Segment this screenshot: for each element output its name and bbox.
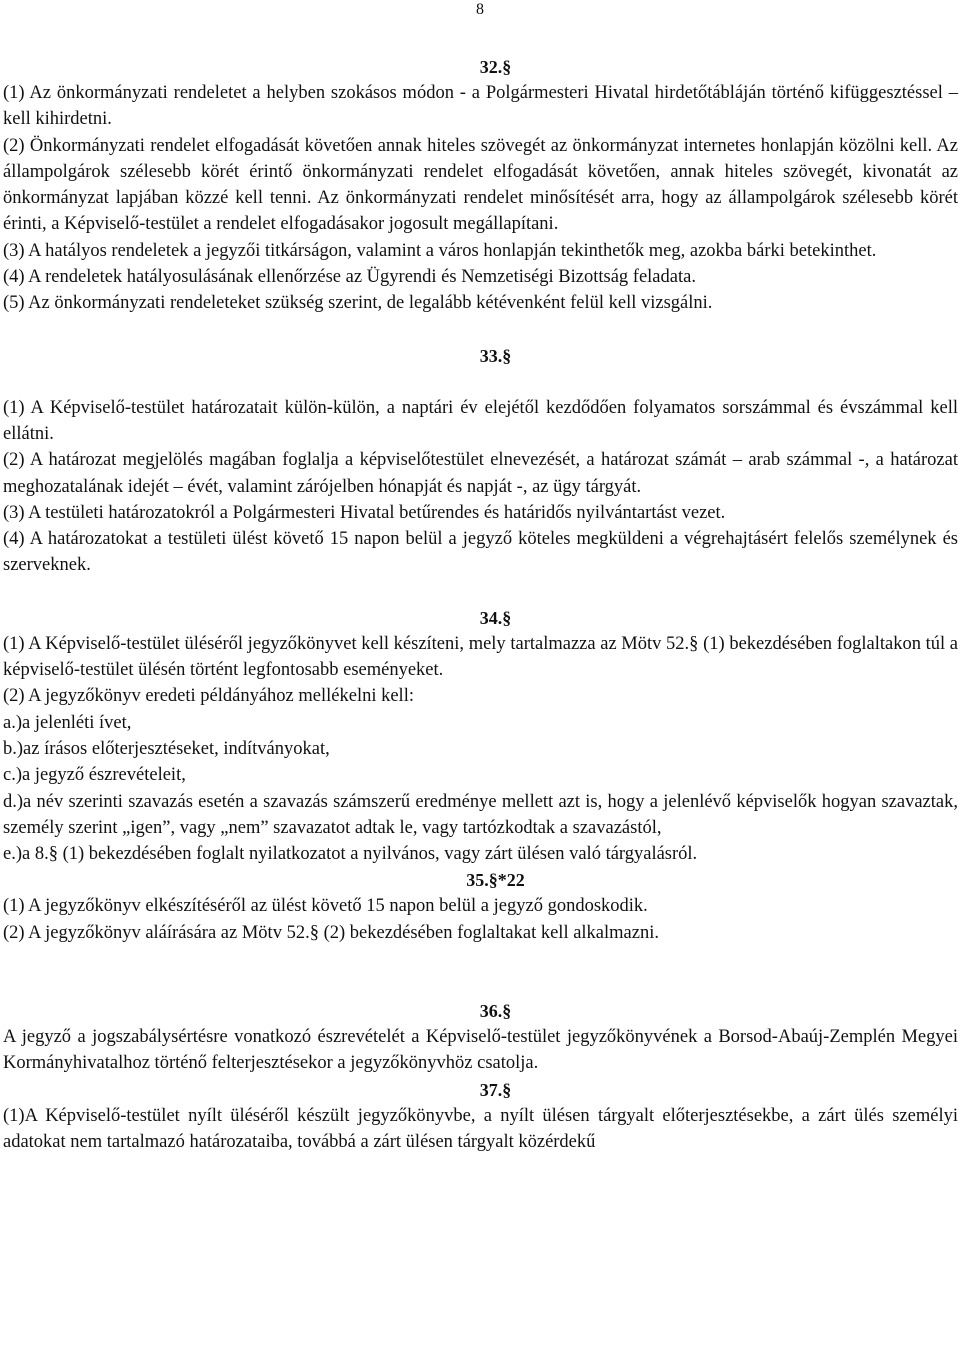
paragraph: (1) Az önkormányzati rendeletet a helyben szokásos módon - a Polgármesteri Hivatal hirdetőtábláján történő kifüggesztéssel – kell kihirdetni. (3, 83, 958, 130)
document-content (3, 54, 958, 1155)
section-34 (3, 605, 958, 868)
list-item: e.)a 8.§ (1) bekezdésében foglalt nyilatkozatot a nyilvános, vagy zárt ülésen való tárgyalásról. (3, 844, 698, 865)
section-title: 32.§ (479, 57, 512, 77)
list-item: d.)a név szerinti szavazás esetén a szavazás számszerű eredménye mellett azt is, hogy a jelenlévő képviselők hogyan szavaztak, személy szerint „igen”, vagy „nem” szavazatot adtak le, vagy tartózkodtak a szavazástól, (3, 791, 958, 838)
list-item: c.)a jegyző észrevételeit, (3, 765, 186, 786)
paragraph: (1)A Képviselő-testület nyílt üléséről készült jegyzőkönyvbe, a nyílt ülésen tárgyalt előterjesztésekbe, a zárt ülés személyi adatokat nem tartalmazó határozataiba, továbbá a zárt ülésen tárgyalt közérdekű (3, 1105, 958, 1152)
section-title: 37.§ (479, 1079, 512, 1100)
paragraph: A jegyző a jogszabálysértésre vonatkozó észrevételét a Képviselő-testület jegyzőkönyvének a Borsod-Abaúj-Zemplén Megyei Kormányhivatalhoz történő felterjesztésekor a jegyzőkönyvhöz csatolja. (3, 1027, 958, 1074)
paragraph: (1) A Képviselő-testület üléséről jegyzőkönyvet kell készíteni, mely tartalmazza az Mötv 52.§ (1) bekezdésében foglaltakon túl a képviselő-testület ülésén történt legfontosabb eseményeket. (3, 633, 958, 681)
spacer (3, 317, 958, 343)
paragraph: (3) A testületi határozatokról a Polgármesteri Hivatal betűrendes és határidős nyilvántartást vezet. (3, 502, 726, 523)
section-37 (3, 1077, 958, 1156)
section-36 (3, 998, 958, 1077)
paragraph: (4) A határozatokat a testületi ülést követő 15 napon belül a jegyző köteles megküldeni a végrehajtásért felelős személynek és szerveknek. (3, 529, 958, 576)
section-title: 34.§ (479, 607, 512, 628)
paragraph: (5) Az önkormányzati rendeleteket szükség szerint, de legalább kétévenként felül kell vizsgálni. (3, 293, 713, 314)
paragraph: (3) A hatályos rendeletek a jegyzői titkárságon, valamint a város honlapján tekinthetők meg, azokba bárki betekinthet. (3, 240, 877, 261)
paragraph: (2) A jegyzőkönyv aláírására az Mötv 52.§ (2) bekezdésében foglaltakat kell alkalmazni. (3, 922, 659, 943)
spacer (3, 946, 958, 998)
paragraph: (2) A jegyzőkönyv eredeti példányához mellékelni kell: (3, 686, 414, 707)
section-title: 35.§*22 (466, 870, 525, 891)
section-33 (3, 343, 958, 579)
paragraph: (4) A rendeletek hatályosulásának ellenőrzése az Ügyrendi és Nemzetiségi Bizottság feladata. (3, 267, 696, 288)
section-title: 33.§ (479, 345, 512, 366)
paragraph: (2) A határozat megjelölés magában foglalja a képviselőtestület elnevezését, a határozat számát – arab számmal -, a határozat meghozatalának idejét – évét, valamint zárójelben hónapját és napját -, az ügy tárgyát. (3, 450, 958, 497)
section-title: 36.§ (479, 1001, 512, 1022)
section-35 (3, 867, 958, 946)
paragraph: (1) A Képviselő-testület határozatait külön-külön, a naptári év elejétől kezdődően folyamatos sorszámmal és évszámmal kell ellátni. (3, 397, 958, 444)
paragraph: (1) A jegyzőkönyv elkészítéséről az ülést követő 15 napon belül a jegyző gondoskodik. (3, 896, 648, 917)
spacer (3, 369, 958, 395)
page-number: 8 (476, 1, 484, 18)
list-item: b.)az írásos előterjesztéseket, indítványokat, (3, 738, 330, 759)
section-32 (3, 54, 958, 317)
paragraph: (2) Önkormányzati rendelet elfogadását követően annak hiteles szövegét az önkormányzat internetes honlapján közölni kell. Az állampolgárok szélesebb körét érintő önkormányzati rendelet elfogadását követően, annak hiteles szövegét, kivonatát az önkormányzat lapjában közzé kell tenni. Az önkormányzati rendelet minősítését arra, hogy az állampolgárok szélesebb körét érinti, a Képviselő-testület a rendelet elfogadásakor jogosult megállapítani. (3, 135, 958, 235)
list-item: a.)a jelenléti ívet, (3, 712, 132, 733)
spacer (3, 579, 958, 605)
